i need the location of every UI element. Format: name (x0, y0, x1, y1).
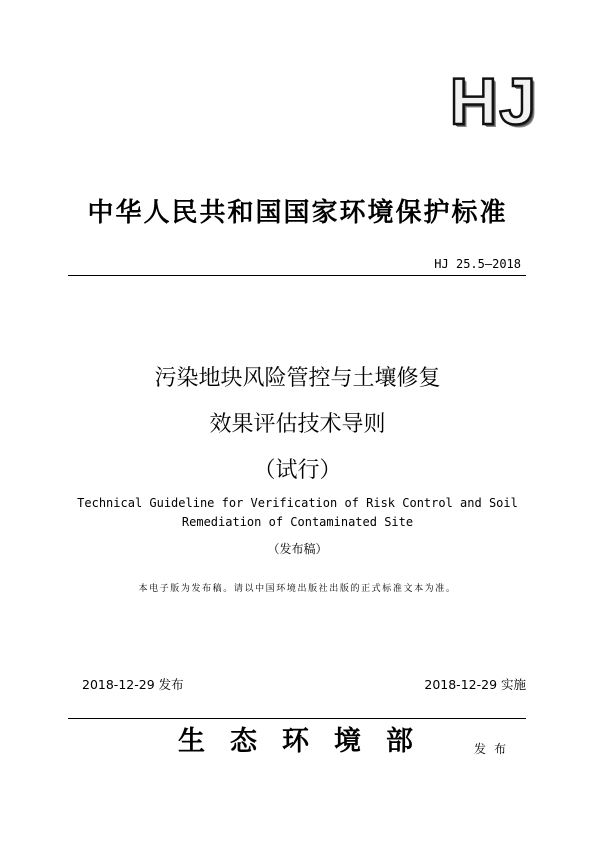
electronic-version-notice: 本电子版为发布稿。请以中国环境出版社出版的正式标准文本为准。 (138, 584, 457, 594)
title-en (0, 494, 595, 532)
title-en-line-1: Technical Guideline for Verification of Risk Control and Soil (77, 496, 518, 510)
effective-date: 2018-12-29 实施 (424, 677, 526, 692)
title-en-line-2: Remediation of Contaminated Site (181, 515, 414, 529)
hj-logo: HJ (449, 64, 538, 138)
standard-number: HJ 25.5—2018 (434, 257, 521, 271)
title-zh-line-1: 污染地块风险管控与土壤修复 (154, 366, 441, 391)
bottom-divider (68, 718, 526, 719)
edition-note: （发布稿） (267, 542, 328, 556)
title-zh-line-2: 效果评估技术导则 (209, 412, 386, 437)
title-zh-line-3: （试行） (253, 458, 342, 483)
top-divider (68, 275, 526, 276)
issuing-authority: 生态环境部 (178, 726, 438, 757)
organization-title: 中华人民共和国国家环境保护标准 (87, 198, 508, 228)
publish-label: 发布 (474, 742, 515, 756)
release-date: 2018-12-29 发布 (82, 677, 184, 692)
